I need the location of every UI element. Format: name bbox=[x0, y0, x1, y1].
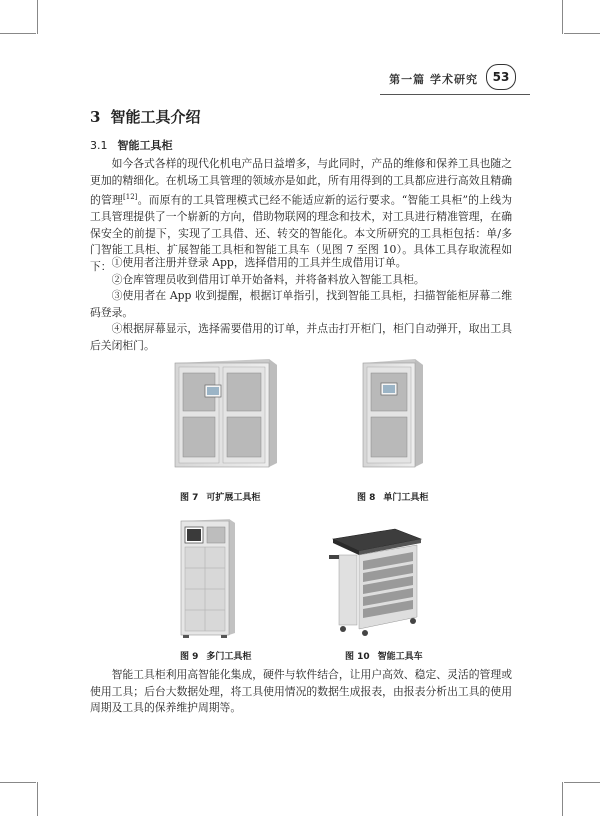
closing-paragraph: 智能工具柜利用高智能化集成，硬件与软件结合，让用户高效、稳定、灵活的管理或使用工具；后台大数据处理，将工具使用情况的数据生成报表，由报表分析出工具的使用周期及工具的保养维护周期等。 bbox=[90, 668, 512, 714]
figure-caption-text: 多门工具柜 bbox=[206, 652, 252, 662]
crop-mark bbox=[37, 0, 38, 34]
crop-mark bbox=[0, 33, 36, 34]
step-1: ①使用者注册并登录 App，选择借用的工具并生成借用订单。 bbox=[111, 256, 407, 269]
paragraph-text: 。而原有的工具管理模式已经不能适应新的运行要求。“智能工具柜”的上线为工具管理提供了一个崭新的方向，借助物联网的理念和技术，对工具进行精准管理，在确保安全的前提下，实现了工具借、还、转交的智能化。本文所研究的工具柜包括：单/多门智能工具柜、扩展智能工具柜和智能工具车（见图 7 至图 10）。具体工具存取流程如下： bbox=[90, 193, 512, 273]
running-header bbox=[380, 64, 530, 92]
figure-expandable-cabinet bbox=[165, 355, 285, 475]
running-title: 第一篇 学术研究 bbox=[389, 73, 478, 86]
figure-number: 图 8 bbox=[357, 493, 376, 503]
crop-mark bbox=[562, 782, 563, 816]
section-title: 智能工具介绍 bbox=[110, 108, 201, 126]
crop-mark bbox=[562, 0, 563, 34]
subsection-heading bbox=[90, 137, 173, 153]
figure-multi-door-cabinet bbox=[175, 515, 245, 640]
figure-tool-cart bbox=[325, 525, 425, 640]
step-2: ②仓库管理员收到借用订单开始备料，并将备料放入智能工具柜。 bbox=[111, 272, 425, 286]
figure-caption-text: 智能工具车 bbox=[377, 652, 423, 662]
figure-7-caption bbox=[180, 490, 260, 503]
step-4: ④根据屏幕显示，选择需要借用的订单，并点击打开柜门，柜门自动弹开，取出工具后关闭柜门。 bbox=[90, 322, 512, 352]
header-rule bbox=[380, 94, 530, 95]
figure-10-caption bbox=[345, 649, 423, 662]
paragraph-text: 如今各式各样的现代化机电产品日益增多，与此同时，产品的维修和保养工具也随之更加的精细化。在机场工具管理的领域亦是如此，所有用得到的工具都应进行高效且精确的管理 bbox=[90, 157, 512, 207]
subsection-title: 智能工具柜 bbox=[117, 139, 173, 152]
figure-number: 图 7 bbox=[180, 493, 199, 503]
figure-9-caption bbox=[180, 649, 251, 662]
section-heading bbox=[90, 106, 200, 127]
figure-number: 图 10 bbox=[345, 652, 370, 662]
crop-mark bbox=[37, 782, 38, 816]
section-number: 3 bbox=[90, 108, 101, 126]
citation: [12] bbox=[123, 193, 138, 201]
step-3: ③使用者在 App 收到提醒，根据订单指引，找到智能工具柜，扫描智能柜屏幕二维码登录。 bbox=[90, 289, 512, 319]
figure-number: 图 9 bbox=[180, 652, 199, 662]
crop-mark bbox=[0, 782, 36, 783]
crop-mark bbox=[564, 33, 600, 34]
subsection-number: 3.1 bbox=[90, 139, 108, 152]
figure-caption-text: 可扩展工具柜 bbox=[206, 493, 261, 503]
figure-caption-text: 单门工具柜 bbox=[383, 493, 429, 503]
page-number: 53 bbox=[486, 64, 516, 90]
figure-single-door-cabinet bbox=[355, 355, 435, 475]
crop-mark bbox=[564, 782, 600, 783]
figure-8-caption bbox=[357, 490, 428, 503]
